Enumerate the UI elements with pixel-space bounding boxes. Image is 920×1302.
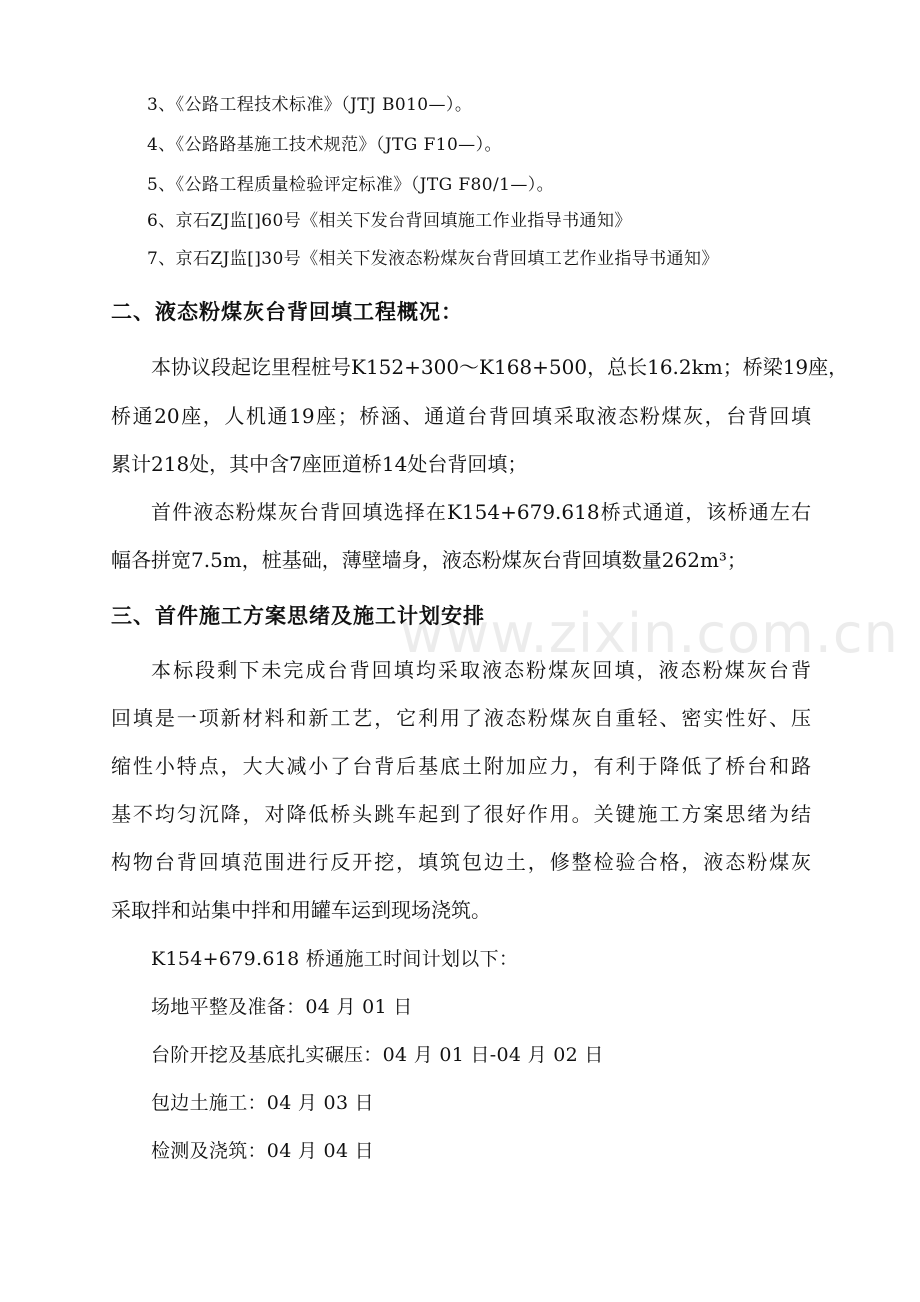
reference-item: 5、《公路工程质量检验评定标准》（JTG F80/1—）。 — [147, 175, 555, 195]
reference-item: 3、《公路工程技术标准》（JTJ B010—）。 — [147, 95, 473, 115]
plan-item: 包边土施工：04 月 03 日 — [151, 1092, 374, 1114]
reference-item: 7、京石ZJ监[]30号《相关下发液态粉煤灰台背回填工艺作业指导书通知》 — [147, 249, 719, 269]
watermark: www.zixin.com.cn — [400, 602, 899, 665]
paragraph-line: 缩性小特点，大大减小了台背后基底土附加应力，有利于降低了桥台和路 — [111, 754, 811, 778]
paragraph-line: 累计218处，其中含7座匝道桥14处台背回填； — [111, 452, 528, 476]
paragraph-line: 桥通20座，人机通19座；桥涵、通道台背回填采取液态粉煤灰，台背回填 — [111, 404, 811, 428]
paragraph-line: 回填是一项新材料和新工艺，它利用了液态粉煤灰自重轻、密实性好、压 — [111, 706, 811, 730]
reference-item: 6、京石ZJ监[]60号《相关下发台背回填施工作业指导书通知》 — [147, 211, 632, 231]
section-heading: 二、液态粉煤灰台背回填工程概况： — [111, 300, 463, 324]
paragraph-line: 采取拌和站集中拌和用罐车运到现场浇筑。 — [111, 898, 491, 922]
paragraph-line: 基不均匀沉降，对降低桥头跳车起到了很好作用。关键施工方案思绪为结 — [111, 802, 811, 826]
paragraph-line: 本协议段起讫里程桩号K152+300～K168+500，总长16.2km；桥梁19座， — [151, 355, 849, 379]
paragraph-line: 幅各拼宽7.5m，桩基础，薄壁墙身，液态粉煤灰台背回填数量262m³； — [111, 548, 747, 572]
section-heading: 三、首件施工方案思绪及施工计划安排 — [111, 604, 485, 628]
paragraph-line: 首件液态粉煤灰台背回填选择在K154+679.618桥式通道，该桥通左右 — [151, 500, 811, 524]
plan-item: 检测及浇筑：04 月 04 日 — [151, 1140, 374, 1162]
plan-item: 场地平整及准备：04 月 01 日 — [151, 996, 413, 1018]
paragraph-line: 本标段剩下未完成台背回填均采取液态粉煤灰回填，液态粉煤灰台背 — [151, 658, 811, 682]
reference-item: 4、《公路路基施工技术规范》（JTG F10—）。 — [147, 135, 502, 155]
plan-item: 台阶开挖及基底扎实碾压：04 月 01 日-04 月 02 日 — [151, 1044, 604, 1066]
paragraph-line: 构物台背回填范围进行反开挖，填筑包边土，修整检验合格，液态粉煤灰 — [111, 850, 811, 874]
plan-intro: K154+679.618 桥通施工时间计划以下： — [151, 948, 519, 970]
